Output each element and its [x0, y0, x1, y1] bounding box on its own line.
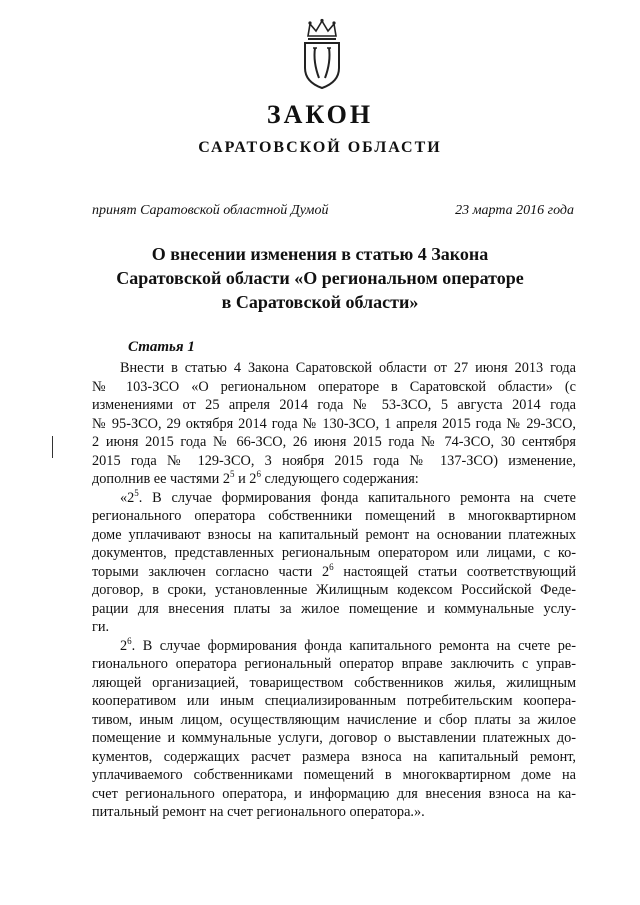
part-25-first-line: «$2^5$. В случае формирования фонда капитального ремонта на счете: [120, 487, 576, 506]
body-line: помещение и коммунальные услуги, договор о выставлении платежных до-: [92, 730, 576, 746]
body-line: № 95-ЗСО, 29 октября 2014 года № 130-ЗСО, 1 апреля 2015 года № 29-ЗСО,: [92, 415, 576, 432]
body-line: рации для внесения платы за жилое помещение и коммунальные услу-: [92, 600, 576, 617]
coat-of-arms-icon: [300, 18, 344, 90]
adoption-date: 23 марта 2016 года: [455, 203, 574, 218]
law-region: САРАТОВСКОЙ ОБЛАСТИ: [198, 139, 442, 156]
margin-mark: [52, 436, 55, 458]
body-line: кооперативом или иным специализированным потребительским коопера-: [92, 693, 576, 709]
body-line: изменениями от 25 апреля 2014 года № 53-ЗСО, 5 августа 2014 года: [92, 397, 576, 413]
body-line: документов, представленных региональным оператором или лицами, с ко-: [92, 545, 576, 561]
body-line: 2015 года № 129-ЗСО, 3 ноября 2015 года № 137-ЗСО) изменение,: [92, 452, 576, 469]
heading-line: в Саратовской области»: [221, 292, 419, 312]
article-label: Статья 1: [128, 339, 195, 355]
body-line: регионального оператора собственники помещений в многоквартирном: [92, 508, 576, 524]
article-body: [92, 359, 576, 822]
body-line: питальный ремонт на счет регионального оператора.».: [92, 804, 425, 820]
heading-line: Саратовской области «О региональном операторе: [116, 268, 524, 288]
body-line: гионального оператора региональный оператор вправе заключить с управ-: [92, 656, 576, 672]
body-line: № 103-ЗСО «О региональном операторе в Саратовской области» (с: [92, 378, 576, 395]
body-line: 2 июня 2015 года № 66-ЗСО, 26 июня 2015 года № 74-ЗСО, 30 сентября: [92, 434, 576, 450]
body-line: торыми заключен согласно части $2^6$ настоящей статьи соответствующий: [92, 561, 576, 580]
part-26-first-line: $2^6$. В случае формирования фонда капитального ремонта на счете ре-: [120, 635, 576, 654]
document-heading: [70, 242, 570, 314]
body-line: доме уплачивают взносы на капитальный ремонт на основании платежных: [92, 526, 576, 543]
body-line: дополнив ее частями $2^5$ и $2^6$ следующего содержания:: [92, 469, 419, 487]
body-line: тивом, иным лицом, осуществляющим начисление и сбор платы за жилое: [92, 711, 576, 728]
body-line: счет регионального оператора, и информацию для внесения взноса на ка-: [92, 785, 576, 802]
body-line: ги.: [92, 619, 110, 635]
heading-line: О внесении изменения в статью 4 Закона: [151, 244, 489, 264]
law-title: ЗАКОН: [266, 100, 374, 129]
body-line: уплачиваемого собственниками помещений в многоквартирном доме на: [92, 767, 576, 783]
body-line: Внести в статью 4 Закона Саратовской области от 27 июня 2013 года: [120, 360, 576, 376]
body-line: кументов, содержащих расчет размера взноса на капитальный ремонт,: [92, 748, 576, 765]
body-line: ляющей организацией, товариществом собственников жилья, жилищным: [92, 674, 576, 691]
adopted-by: принят Саратовской областной Думой: [92, 203, 329, 218]
body-line: договор, в сроки, установленные Жилищным кодексом Российской Феде-: [92, 582, 576, 598]
